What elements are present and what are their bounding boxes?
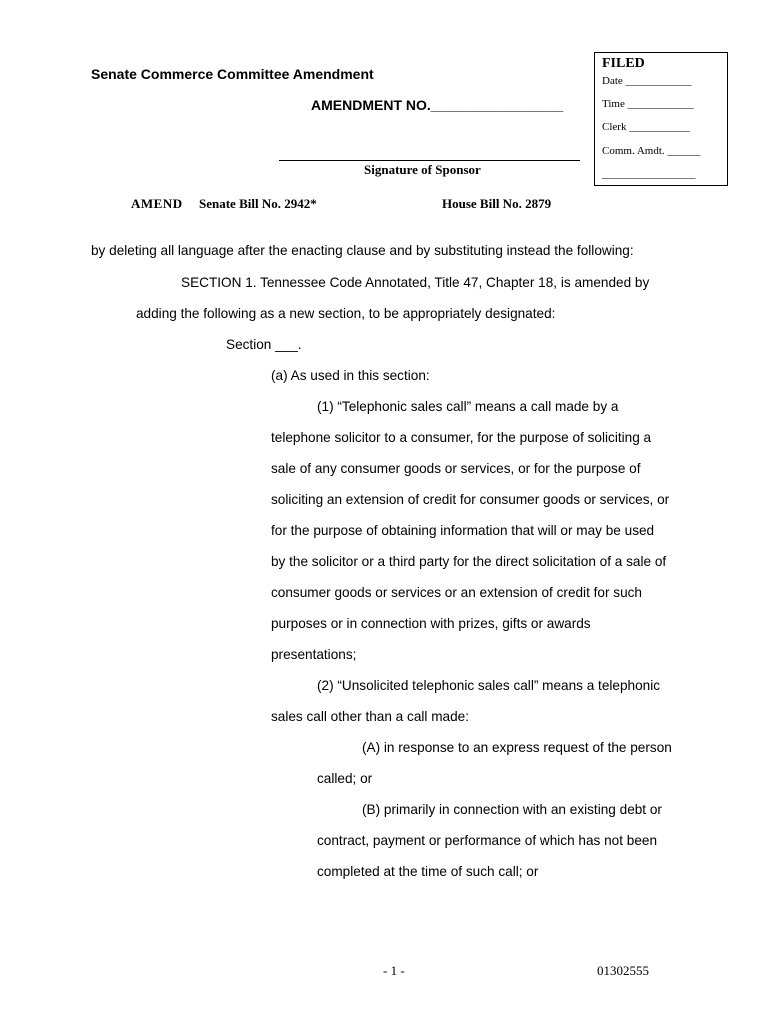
filed-blank-line: _________________ <box>602 168 696 180</box>
body-line: (1) “Telephonic sales call” means a call made by a <box>317 399 619 414</box>
body-line: (2) “Unsolicited telephonic sales call” means a telephonic <box>317 678 661 693</box>
body-line: by deleting all language after the enacting clause and by substituting instead the following: <box>91 243 634 258</box>
body-line: by the solicitor or a third party for the direct solicitation of a sale of <box>271 554 667 569</box>
body-line: called; or <box>317 771 373 786</box>
house-bill-number: House Bill No. 2879 <box>442 196 552 211</box>
filed-box <box>594 52 728 186</box>
body-line: Section ___. <box>226 337 302 352</box>
body-line: completed at the time of such call; or <box>317 864 539 879</box>
signature-label: Signature of Sponsor <box>364 162 481 177</box>
senate-bill-number: Senate Bill No. 2942* <box>199 196 317 211</box>
body-line: SECTION 1. Tennessee Code Annotated, Title 47, Chapter 18, is amended by <box>181 275 650 290</box>
body-line: consumer goods or services or an extension of credit for such <box>271 585 642 600</box>
amend-label: AMEND <box>131 196 183 211</box>
body-line: soliciting an extension of credit for consumer goods or services, or <box>271 492 670 507</box>
body-line: purposes or in connection with prizes, gifts or awards <box>271 616 591 631</box>
body-line: telephone solicitor to a consumer, for the purpose of soliciting a <box>271 430 652 445</box>
filed-title: FILED <box>602 56 645 71</box>
body-line: (A) in response to an express request of the person <box>362 740 672 755</box>
filed-comm-amdt: Comm. Amdt. ______ <box>602 145 701 157</box>
body-line: sales call other than a call made: <box>271 709 469 724</box>
body-line: contract, payment or performance of which has not been <box>317 833 658 848</box>
page-number: - 1 - <box>383 963 405 978</box>
body-line: adding the following as a new section, to be appropriately designated: <box>136 306 556 321</box>
document-code: 01302555 <box>597 963 649 978</box>
committee-title: Senate Commerce Committee Amendment <box>91 66 374 82</box>
amendment-number: AMENDMENT NO._________________ <box>311 97 564 113</box>
body-line: presentations; <box>271 647 357 662</box>
body-line: sale of any consumer goods or services, or for the purpose of <box>271 461 641 476</box>
body-line: for the purpose of obtaining information that will or may be used <box>271 523 655 538</box>
filed-date: Date ____________ <box>602 75 692 87</box>
signature-line <box>279 160 580 161</box>
filed-time: Time ____________ <box>602 98 694 110</box>
filed-clerk: Clerk ___________ <box>602 121 690 133</box>
body-line: (B) primarily in connection with an existing debt or <box>362 802 662 817</box>
body-line: (a) As used in this section: <box>271 368 430 383</box>
